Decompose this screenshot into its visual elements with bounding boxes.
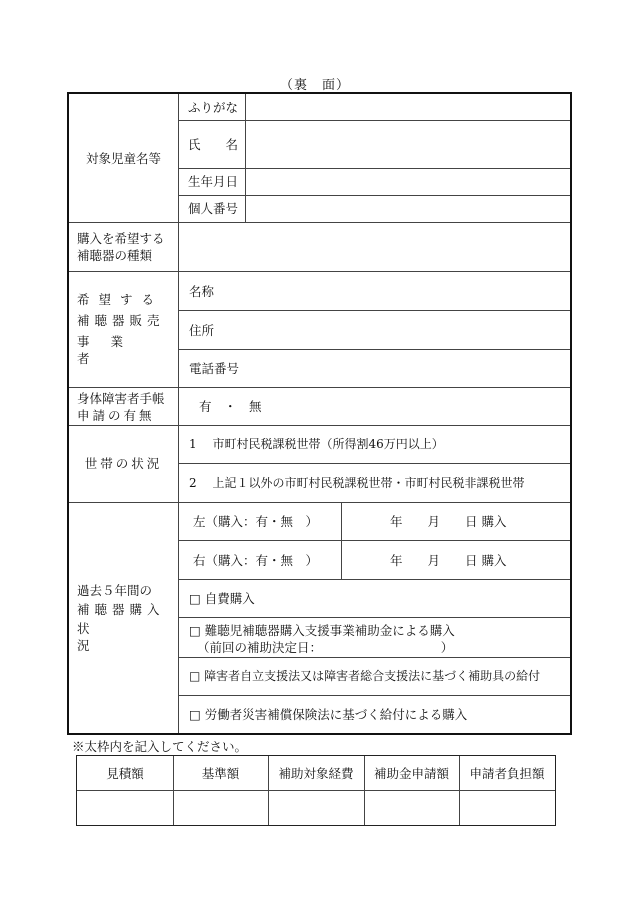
dealer-label-line1: 希望する bbox=[77, 292, 164, 307]
left-ear-purchase[interactable]: 左（購入：有・無 ） bbox=[193, 514, 319, 529]
disability-cert-label bbox=[77, 389, 177, 425]
previous-decision-date[interactable]: （前回の補助決定日： ） bbox=[197, 640, 454, 655]
eligible-cost-header: 補助対象経費 bbox=[278, 766, 354, 781]
standard-amount-header: 基準額 bbox=[201, 766, 240, 781]
subsidy-request-input[interactable] bbox=[365, 791, 459, 825]
support-act-checkbox[interactable]: □ 障害者自立支援法又は障害者総合支援法に基づく補助具の給付 bbox=[189, 669, 541, 683]
name-input[interactable] bbox=[246, 121, 568, 167]
workers-comp-checkbox[interactable]: □ 労働者災害補償保険法に基づく給付による購入 bbox=[189, 707, 468, 722]
applicant-burden-input[interactable] bbox=[460, 791, 555, 825]
dealer-address-field[interactable]: 住所 bbox=[189, 322, 215, 338]
dealer-label-line2: 補聴器販売 bbox=[77, 313, 165, 328]
history-label-line3: 状況 bbox=[77, 620, 137, 653]
dealer-name-field[interactable]: 名称 bbox=[189, 283, 215, 299]
subsidy-request-header: 補助金申請額 bbox=[373, 766, 449, 781]
household-option-2[interactable]: 2 上記１以外の市町村民税課税世帯・市町村民税非課税世帯 bbox=[189, 475, 525, 490]
household-label: 世帯の状況 bbox=[84, 456, 163, 471]
subsidy-checkbox[interactable] bbox=[179, 618, 569, 657]
hearing-aid-type-label-line2: 補聴器の種類 bbox=[77, 248, 153, 263]
hearing-aid-type-input[interactable] bbox=[179, 223, 569, 270]
left-ear-purchase-date[interactable]: 年 月 日 購入 bbox=[390, 514, 507, 529]
history-label-line2: 補聴器購入 bbox=[77, 601, 165, 617]
hearing-aid-type-label-line1: 購入を希望する bbox=[77, 231, 165, 246]
eligible-cost-input[interactable] bbox=[269, 791, 364, 825]
birthdate-input[interactable] bbox=[246, 169, 568, 194]
dealer-label bbox=[77, 271, 169, 387]
child-label: 対象児童名等 bbox=[85, 150, 161, 166]
name-label: 氏 名 bbox=[188, 136, 239, 152]
dealer-phone-field[interactable]: 電話番号 bbox=[189, 361, 240, 376]
self-funded-checkbox[interactable]: □ 自費購入 bbox=[189, 591, 255, 606]
summary-table bbox=[76, 755, 556, 826]
history-label-line1: 過去５年間の bbox=[77, 582, 153, 598]
standard-amount-input[interactable] bbox=[174, 791, 268, 825]
personal-number-label: 個人番号 bbox=[188, 201, 239, 216]
furigana-label: ふりがな bbox=[188, 99, 239, 115]
disability-cert-choice[interactable]: 有 ・ 無 bbox=[199, 399, 262, 414]
history-label bbox=[77, 502, 169, 733]
dealer-label-line3: 事業者 bbox=[77, 334, 145, 366]
household-option-1[interactable]: 1 市町村民税課税世帯（所得割46万円以上） bbox=[189, 437, 444, 451]
applicant-burden-header: 申請者負担額 bbox=[469, 766, 545, 781]
page-title: （裏 面） bbox=[279, 78, 350, 93]
right-ear-purchase[interactable]: 右（購入：有・無 ） bbox=[193, 552, 319, 568]
birthdate-label: 生年月日 bbox=[188, 174, 239, 189]
disability-cert-label-line2: 申請の有無 bbox=[77, 408, 155, 423]
furigana-input[interactable] bbox=[246, 95, 568, 119]
estimate-header: 見積額 bbox=[106, 766, 144, 781]
subsidy-checkbox-label: □ 難聴児補聴器購入支援事業補助金による購入 bbox=[189, 623, 455, 638]
personal-number-input[interactable] bbox=[246, 196, 568, 221]
estimate-input[interactable] bbox=[77, 791, 173, 825]
note-text: ※太枠内を記入してください。 bbox=[72, 739, 248, 754]
hearing-aid-type-label bbox=[77, 225, 177, 269]
disability-cert-label-line1: 身体障害者手帳 bbox=[77, 391, 165, 406]
application-form bbox=[67, 92, 572, 735]
right-ear-purchase-date[interactable]: 年 月 日 購入 bbox=[390, 552, 507, 568]
